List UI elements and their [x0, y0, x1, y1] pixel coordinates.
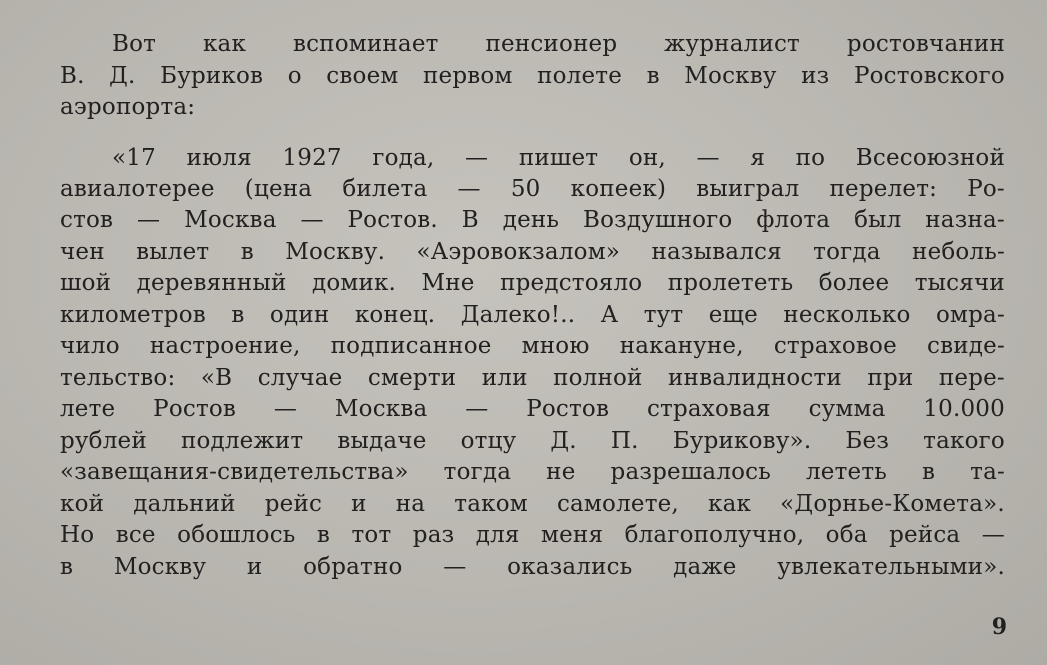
word: в — [316, 522, 331, 548]
word: случае — [257, 365, 343, 391]
word: вылет — [136, 239, 210, 265]
word: А — [600, 302, 619, 328]
word: чило — [60, 333, 120, 359]
word: смерти — [367, 365, 457, 391]
word: километров — [60, 302, 206, 328]
word: инвалидности — [668, 365, 842, 391]
word: неболь- — [912, 239, 1005, 265]
word: своем — [326, 63, 399, 89]
word: самолете, — [556, 491, 679, 517]
word: лететь — [806, 459, 888, 485]
word: тогда — [813, 239, 881, 265]
word: Москва — [184, 207, 277, 233]
word: Ростов — [526, 396, 610, 422]
word: пишет — [518, 145, 599, 171]
word: как — [202, 31, 247, 57]
word: из — [801, 63, 830, 89]
word: один — [269, 302, 330, 328]
word: Д. — [109, 63, 136, 89]
word: «17 — [112, 145, 156, 171]
word: накануне, — [619, 333, 744, 359]
word: свиде- — [927, 333, 1005, 359]
text-line — [60, 489, 1005, 519]
word: Воздушного — [583, 207, 733, 233]
word: Ро- — [967, 176, 1005, 202]
word: журналист — [664, 31, 800, 57]
word: увлекательными». — [777, 554, 1005, 580]
word: пере- — [938, 365, 1005, 391]
word: пенсионер — [485, 31, 618, 57]
word: предстояло — [500, 270, 643, 296]
word: П. — [610, 428, 639, 454]
word: и — [246, 554, 263, 580]
word: «Аэровокзалом» — [416, 239, 621, 265]
word: назывался — [651, 239, 782, 265]
word: не — [546, 459, 576, 485]
word: раз — [412, 522, 455, 548]
word: Ростов. — [347, 207, 438, 233]
word: Буриков — [160, 63, 264, 89]
word: кой — [60, 491, 105, 517]
word: по — [795, 145, 826, 171]
word: — — [457, 176, 481, 202]
word: июля — [186, 145, 252, 171]
word: как — [708, 491, 752, 517]
word: — — [137, 207, 161, 233]
word: копеек) — [570, 176, 667, 202]
word: тельство: — [60, 365, 176, 391]
text-line — [60, 205, 1005, 235]
word: таком — [454, 491, 528, 517]
word: или — [481, 365, 528, 391]
text-line — [60, 331, 1005, 361]
word: рейса — [889, 522, 961, 548]
text-line — [112, 143, 1005, 173]
word: страховое — [773, 333, 897, 359]
word: та- — [970, 459, 1005, 485]
word: я — [750, 145, 766, 171]
word: разрешалось — [610, 459, 771, 485]
page-number: 9 — [991, 614, 1007, 640]
word: назна- — [925, 207, 1005, 233]
word: несколько — [783, 302, 911, 328]
word: даже — [673, 554, 737, 580]
word: тысячи — [914, 270, 1005, 296]
word: Москва — [334, 396, 428, 422]
word: омра- — [935, 302, 1005, 328]
text-line — [112, 29, 1005, 59]
word: Вот — [112, 31, 157, 57]
word: билета — [342, 176, 428, 202]
word: ростовчанин — [846, 31, 1005, 57]
word: «В — [200, 365, 233, 391]
word: был — [854, 207, 902, 233]
word: — — [465, 396, 489, 422]
word: более — [818, 270, 890, 296]
word: Москву. — [285, 239, 386, 265]
word: лете — [60, 396, 116, 422]
word: оба — [825, 522, 868, 548]
word: рублей — [60, 428, 147, 454]
word: дальний — [133, 491, 236, 517]
word: Далеко!.. — [460, 302, 576, 328]
word: в — [240, 239, 254, 265]
word: подлежит — [180, 428, 304, 454]
word: в — [646, 63, 660, 89]
word: обратно — [303, 554, 403, 580]
word: страховая — [646, 396, 771, 422]
word: «Дорнье-Комета». — [780, 491, 1005, 517]
word: перелет: — [829, 176, 938, 202]
word: Но — [60, 522, 95, 548]
word: и — [351, 491, 367, 517]
word: 10.000 — [923, 396, 1005, 422]
word: первом — [423, 63, 513, 89]
word: настроение, — [149, 333, 301, 359]
word: стов — [60, 207, 114, 233]
word: — — [273, 396, 298, 422]
text-line — [60, 426, 1005, 456]
text-line — [60, 552, 1005, 582]
word: тот — [351, 522, 392, 548]
word: обошлось — [177, 522, 296, 548]
word: (цена — [244, 176, 313, 202]
word: «завещания-свидетельства» — [60, 459, 409, 485]
word: день — [502, 207, 560, 233]
word: — — [696, 145, 720, 171]
word: 1927 — [282, 145, 342, 171]
text-line — [60, 174, 1005, 204]
word: авиалотерее — [60, 176, 215, 202]
word: о — [287, 63, 302, 89]
word: еще — [708, 302, 758, 328]
word: тогда — [443, 459, 512, 485]
text-line — [60, 457, 1005, 487]
word: года, — [372, 145, 435, 171]
word: В. — [60, 63, 85, 89]
word: аэропорта: — [60, 94, 196, 120]
word: оказались — [507, 554, 633, 580]
word: он, — [628, 145, 666, 171]
word: — — [443, 554, 467, 580]
word: домик. — [311, 270, 397, 296]
word: Без — [845, 428, 890, 454]
text-line — [60, 520, 1005, 550]
word: В — [461, 207, 479, 233]
word: выиграл — [696, 176, 800, 202]
word: в — [922, 459, 936, 485]
text-line — [60, 61, 1005, 91]
word: для — [475, 522, 520, 548]
word: в — [231, 302, 245, 328]
word: благополучно, — [624, 522, 805, 548]
word: полете — [537, 63, 623, 89]
word: чен — [60, 239, 105, 265]
text-line — [60, 394, 1005, 424]
word: в — [60, 554, 74, 580]
word: шой — [60, 270, 112, 296]
word: деревянный — [136, 270, 287, 296]
word: отцу — [460, 428, 517, 454]
word: подписанное — [330, 333, 492, 359]
word: Д. — [550, 428, 577, 454]
word: — — [981, 522, 1005, 548]
word: конец. — [354, 302, 436, 328]
word: Москву — [684, 63, 777, 89]
text-line — [60, 363, 1005, 393]
word: меня — [541, 522, 604, 548]
text-line — [60, 300, 1005, 330]
word: флота — [756, 207, 831, 233]
word: Бурикову». — [672, 428, 812, 454]
word: на — [395, 491, 426, 517]
word: Всесоюзной — [855, 145, 1005, 171]
word: 50 — [510, 176, 541, 202]
word: мною — [521, 333, 590, 359]
word: Москву — [113, 554, 207, 580]
text-line — [60, 268, 1005, 298]
word: все — [115, 522, 156, 548]
word: тут — [643, 302, 684, 328]
word: при — [867, 365, 914, 391]
word: — — [300, 207, 324, 233]
text-line — [60, 92, 1005, 122]
word: выдаче — [337, 428, 427, 454]
text-line — [60, 237, 1005, 267]
word: — — [465, 145, 489, 171]
word: Ростовского — [853, 63, 1005, 89]
word: Ростов — [153, 396, 237, 422]
word: полной — [553, 365, 643, 391]
word: сумма — [808, 396, 886, 422]
word: Мне — [421, 270, 475, 296]
word: рейс — [264, 491, 323, 517]
word: пролететь — [667, 270, 794, 296]
word: такого — [923, 428, 1005, 454]
word: вспоминает — [292, 31, 439, 57]
